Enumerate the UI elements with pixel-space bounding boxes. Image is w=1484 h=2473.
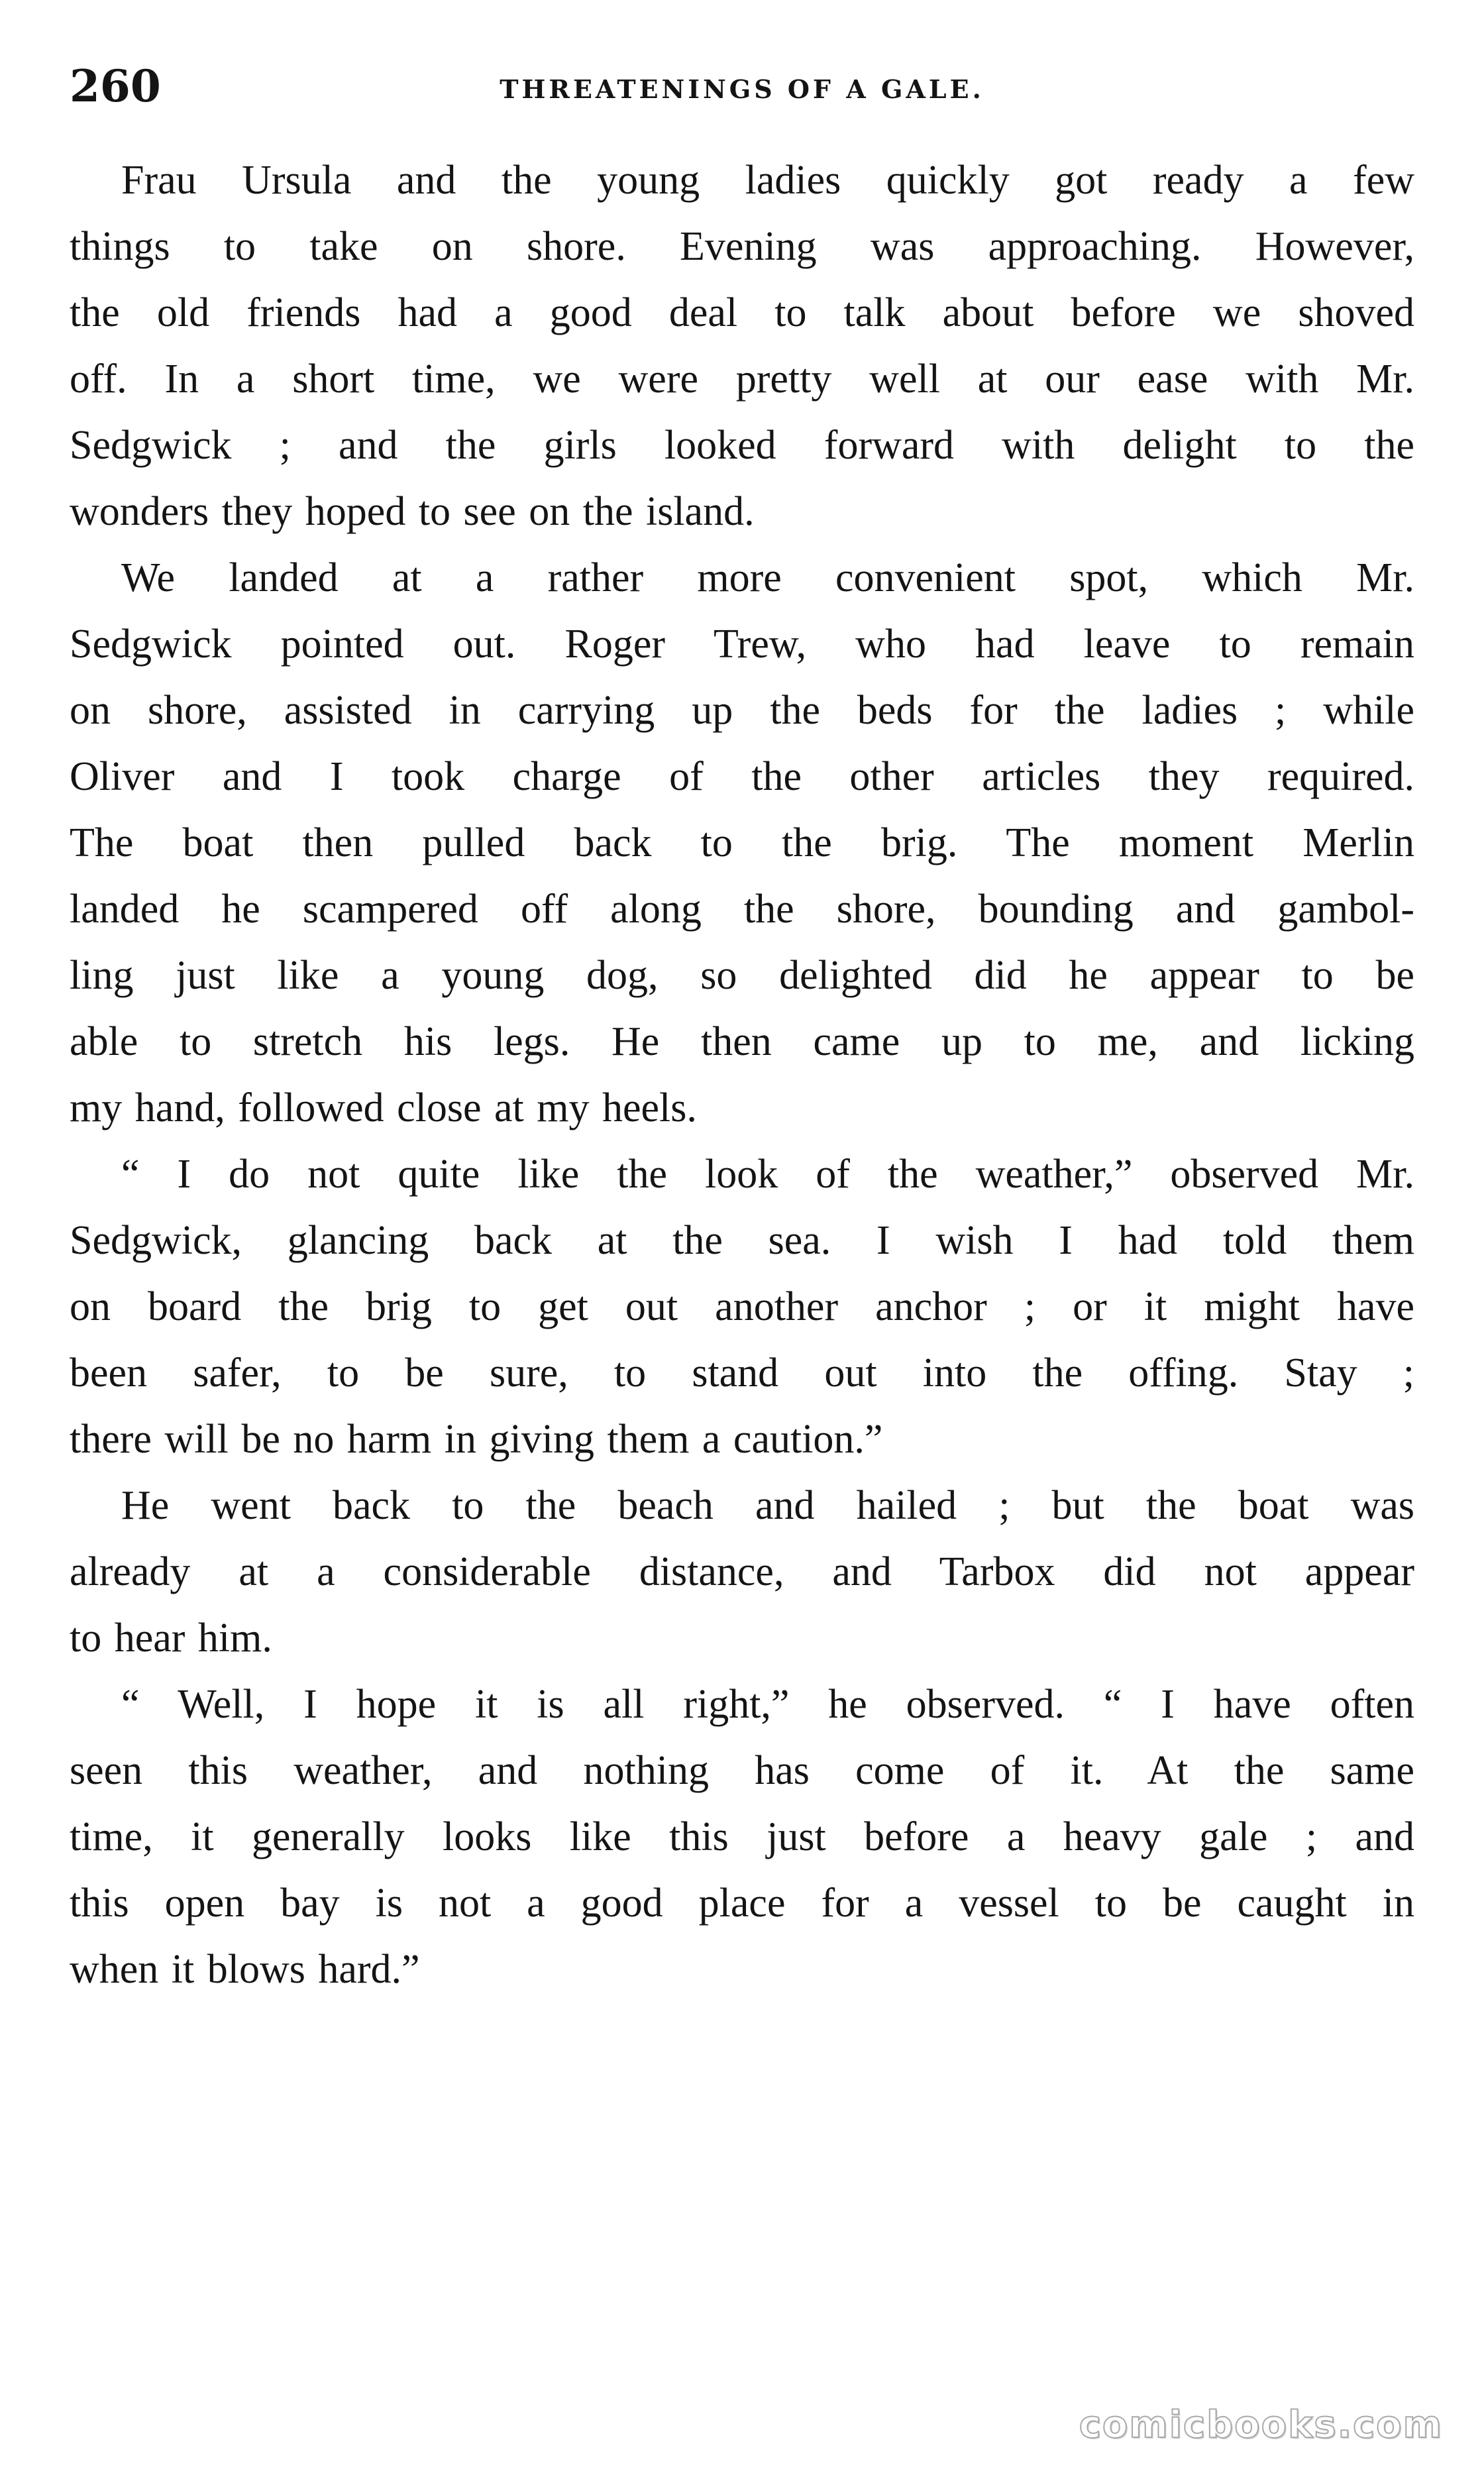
text-line: wonders they hoped to see on the island. <box>70 489 755 534</box>
text-line: the old friends had a good deal to talk about before we shoved <box>70 290 1414 335</box>
text-line: ling just like a young dog, so delighted did he appear to be <box>70 953 1414 998</box>
text-line: off. In a short time, we were pretty well at our ease with Mr. <box>70 357 1414 402</box>
running-title: THREATENINGS OF A GALE. <box>500 74 984 104</box>
text-line: Sedgwick, glancing back at the sea. I wish I had told them <box>70 1218 1414 1263</box>
paragraph-5 <box>70 1671 1414 2003</box>
text-line: Sedgwick pointed out. Roger Trew, who had leave to remain <box>70 622 1414 667</box>
paragraph-3 <box>70 1141 1414 1472</box>
text-line: seen this weather, and nothing has come of it. At the same <box>70 1748 1414 1793</box>
text-line: there will be no harm in giving them a caution.” <box>70 1417 883 1462</box>
text-line: Frau Ursula and the young ladies quickly got ready a few <box>121 158 1414 203</box>
text-line: time, it generally looks like this just before a heavy gale ; and <box>70 1814 1414 1859</box>
text-line: to hear him. <box>70 1616 272 1661</box>
text-line: on shore, assisted in carrying up the beds for the ladies ; while <box>70 688 1414 733</box>
text-line: this open bay is not a good place for a vessel to be caught in <box>70 1881 1414 1926</box>
page-header <box>70 56 1414 116</box>
text-line: landed he scampered off along the shore, bounding and gambol- <box>70 887 1414 932</box>
paragraph-2 <box>70 545 1414 1141</box>
page-number: 260 <box>70 60 161 112</box>
text-line: been safer, to be sure, to stand out into the offing. Stay ; <box>70 1350 1414 1396</box>
text-line: able to stretch his legs. He then came up to me, and licking <box>70 1019 1414 1064</box>
text-line: already at a considerable distance, and Tarbox did not appear <box>70 1549 1414 1594</box>
watermark: comicbooks.com <box>1079 2403 1443 2446</box>
text-line: We landed at a rather more convenient spot, which Mr. <box>121 555 1414 600</box>
text-line: The boat then pulled back to the brig. The moment Merlin <box>70 820 1414 865</box>
text-line: “ I do not quite like the look of the weather,” observed Mr. <box>121 1152 1414 1197</box>
text-line: Oliver and I took charge of the other articles they required. <box>70 754 1414 799</box>
paragraph-4 <box>70 1472 1414 1671</box>
text-line: when it blows hard.” <box>70 1947 420 1992</box>
text-line: Sedgwick ; and the girls looked forward with delight to the <box>70 423 1414 468</box>
paragraph-1 <box>70 147 1414 545</box>
text-line: He went back to the beach and hailed ; but the boat was <box>121 1483 1414 1528</box>
text-line: on board the brig to get out another anchor ; or it might have <box>70 1284 1414 1329</box>
text-line: “ Well, I hope it is all right,” he observed. “ I have often <box>121 1682 1414 1727</box>
body-text <box>70 147 1414 2003</box>
text-line: things to take on shore. Evening was approaching. However, <box>70 224 1414 269</box>
text-line: my hand, followed close at my heels. <box>70 1085 697 1130</box>
